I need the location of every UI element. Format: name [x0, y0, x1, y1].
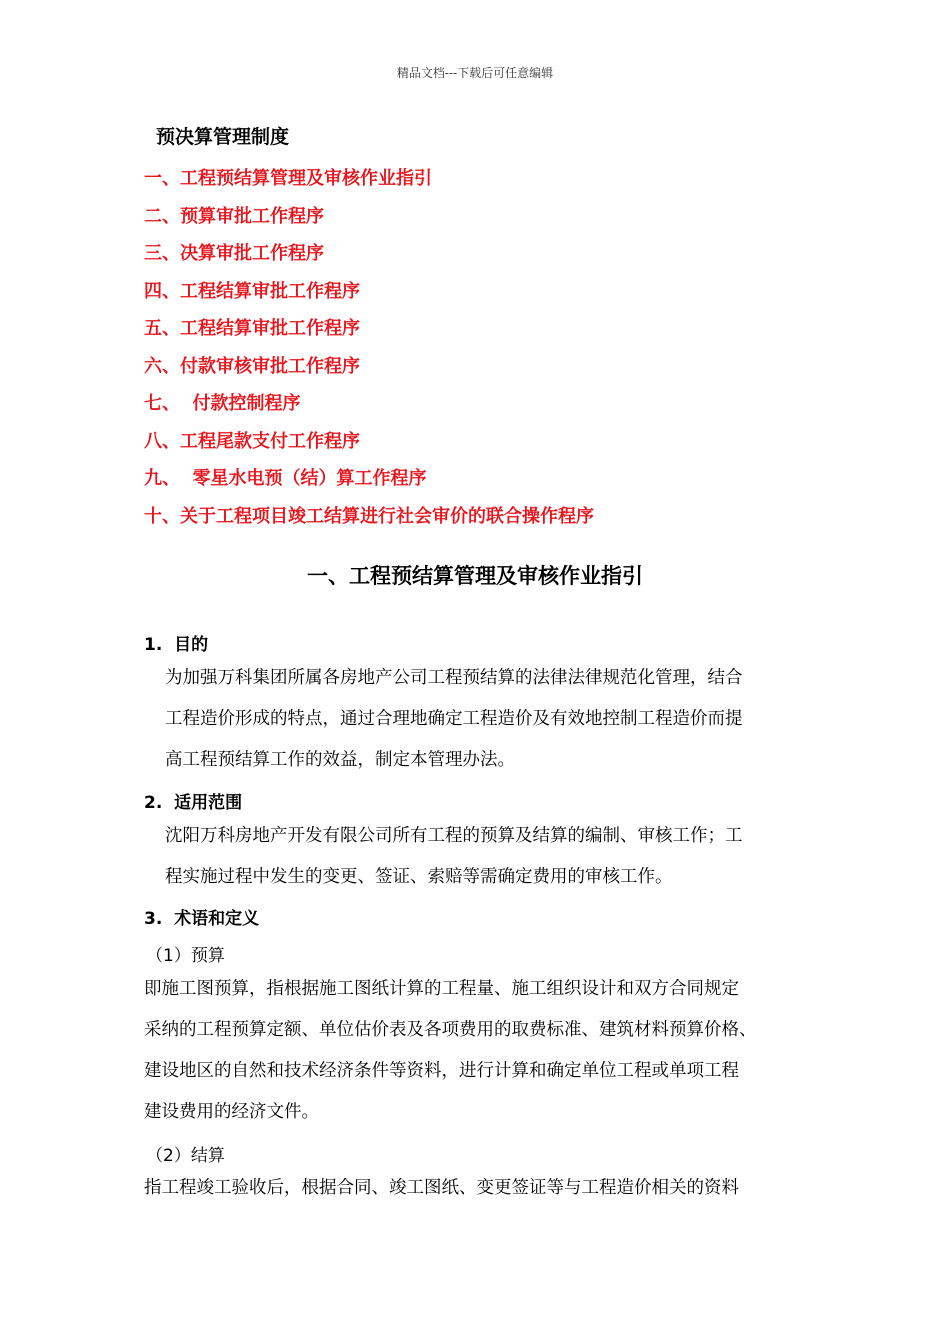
purpose-paragraph — [165, 658, 743, 781]
toc-item-10[interactable]: 十、关于工程项目竣工结算进行社会审价的联合操作程序 — [144, 505, 594, 527]
toc-item-3[interactable]: 三、决算审批工作程序 — [144, 243, 324, 264]
document-title: 预决算管理制度 — [156, 126, 290, 148]
toc-item-4[interactable]: 四、工程结算审批工作程序 — [144, 280, 360, 302]
purpose-line: 高工程预结算工作的效益，制定本管理办法。 — [165, 750, 515, 770]
budget-line: 采纳的工程预算定额、单位估价表及各项费用的取费标准、建筑材料预算价格、 — [144, 1020, 757, 1040]
settlement-line: 指工程竣工验收后，根据合同、竣工图纸、变更签证等与工程造价相关的资料 — [144, 1178, 739, 1198]
purpose-line: 为加强万科集团所属各房地产公司工程预结算的法律法律规范化管理，结合 — [165, 668, 743, 688]
toc-item-8[interactable]: 八、工程尾款支付工作程序 — [144, 430, 360, 452]
toc-item-5[interactable]: 五、工程结算审批工作程序 — [144, 318, 360, 339]
toc-item-6[interactable]: 六、付款审核审批工作程序 — [144, 355, 360, 377]
scope-line: 沈阳万科房地产开发有限公司所有工程的预算及结算的编制、审核工作；工 — [165, 826, 743, 846]
budget-label: （1）预算 — [146, 946, 225, 966]
scope-paragraph — [165, 816, 743, 898]
toc-item-1[interactable]: 一、工程预结算管理及审核作业指引 — [144, 168, 432, 189]
budget-paragraph — [144, 969, 757, 1133]
budget-line: 建设地区的自然和技术经济条件等资料，进行计算和确定单位工程或单项工程 — [144, 1061, 739, 1081]
toc-item-7[interactable]: 七、 付款控制程序 — [144, 393, 301, 414]
toc-item-2[interactable]: 二、预算审批工作程序 — [144, 205, 324, 227]
table-of-contents — [144, 160, 594, 535]
terms-heading: 3. 术语和定义 — [144, 909, 260, 929]
scope-heading: 2. 适用范围 — [144, 793, 243, 813]
budget-line: 即施工图预算，指根据施工图纸计算的工程量、施工组织设计和双方合同规定 — [144, 979, 739, 999]
settlement-label: （2）结算 — [146, 1146, 225, 1166]
scope-line: 程实施过程中发生的变更、签证、索赔等需确定费用的审核工作。 — [165, 867, 673, 887]
page-header: 精品文档---下载后可任意编辑 — [396, 66, 554, 80]
purpose-heading: 1. 目的 — [144, 635, 209, 655]
toc-item-9[interactable]: 九、 零星水电预（结）算工作程序 — [144, 468, 427, 489]
section-title: 一、工程预结算管理及审核作业指引 — [307, 564, 643, 588]
purpose-line: 工程造价形成的特点，通过合理地确定工程造价及有效地控制工程造价而提 — [165, 709, 743, 729]
budget-line: 建设费用的经济文件。 — [144, 1102, 319, 1122]
settlement-paragraph — [144, 1168, 739, 1209]
